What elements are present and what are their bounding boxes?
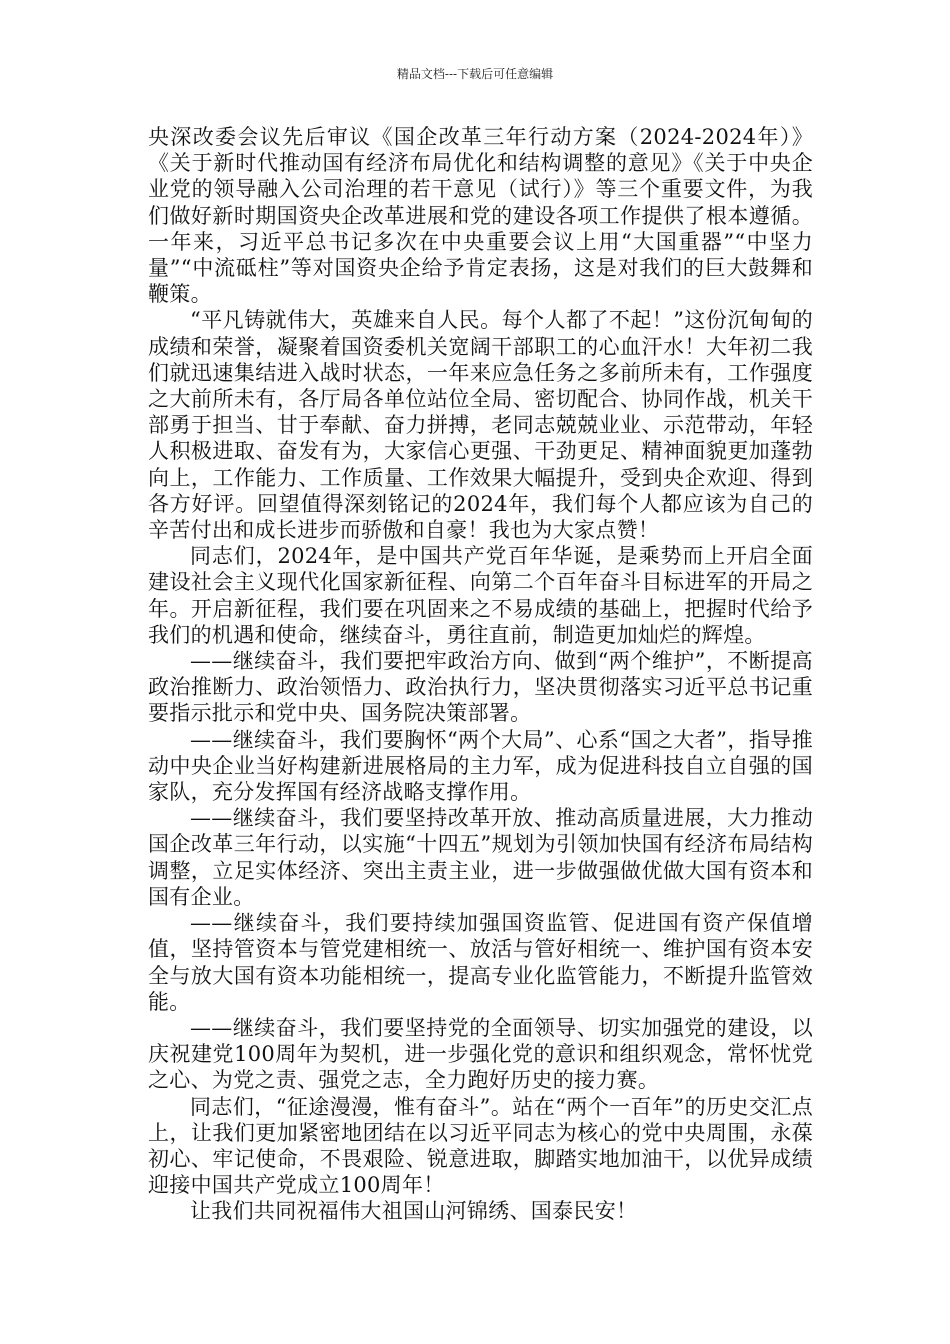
paragraph-10: 让我们共同祝福伟大祖国山河锦绣、国泰民安！	[190, 1199, 638, 1224]
document-body	[148, 124, 813, 1225]
paragraph-1: 央深改委会议先后审议《国企改革三年行动方案（2024-2024年）》《关于新时代推动国有经济布局优化和结构调整的意见》《关于中央企业党的领导融入公司治理的若干意见（试行）》等三个重要文件，为我们做好新时期国资央企改革进展和党的建设各项工作提供了根本遵循。一年来，习近平总书记多次在中央重要会议上用“大国重器”“中坚力量”“中流砥柱”等对国资央企给予肯定表扬，这是对我们的巨大鼓舞和鞭策。	[148, 125, 813, 307]
paragraph-2: “平凡铸就伟大，英雄来自人民。每个人都了不起！”这份沉甸甸的成绩和荣誉，凝聚着国资委机关宽阔干部职工的心血汗水！大年初二我们就迅速集结进入战时状态，一年来应急任务之多前所未有，工作强度之大前所未有，各厅局各单位站位全局、密切配合、协同作战，机关干部勇于担当、甘于奉献、奋力拼搏，老同志兢兢业业、示范带动，年轻人积极进取、奋发有为，大家信心更强、干劲更足、精神面貌更加蓬勃向上，工作能力、工作质量、工作效果大幅提升，受到央企欢迎、得到各方好评。回望值得深刻铭记的2024年，我们每个人都应该为自己的辛苦付出和成长进步而骄傲和自豪！我也为大家点赞！	[148, 308, 813, 543]
paragraph-5: ——继续奋斗，我们要胸怀“两个大局”、心系“国之大者”，指导推动中央企业当好构建新进展格局的主力军，成为促进科技自立自强的国家队，充分发挥国有经济战略支撑作用。	[148, 727, 813, 805]
paragraph-7: ——继续奋斗，我们要持续加强国资监管、促进国有资产保值增值，坚持管资本与管党建相统一、放活与管好相统一、维护国有资本安全与放大国有资本功能相统一，提高专业化监管能力，不断提升监管效能。	[148, 911, 813, 1014]
paragraph-9: 同志们，“征途漫漫，惟有奋斗”。站在“两个一百年”的历史交汇点上，让我们更加紧密地团结在以习近平同志为核心的党中央周围，永葆初心、牢记使命，不畏艰险、锐意进取，脚踏实地加油干，以优异成绩迎接中国共产党成立100周年！	[148, 1094, 813, 1198]
paragraph-6: ——继续奋斗，我们要坚持改革开放、推动高质量进展，大力推动国企改革三年行动，以实施“十四五”规划为引领加快国有经济布局结构调整，立足实体经济、突出主责主业，进一步做强做优做大国有资本和国有企业。	[148, 806, 813, 909]
paragraph-4: ——继续奋斗，我们要把牢政治方向、做到“两个维护”，不断提高政治推断力、政治领悟力、政治执行力，坚决贯彻落实习近平总书记重要指示批示和党中央、国务院决策部署。	[148, 649, 813, 726]
page-header: 精品文档---下载后可任意编辑	[396, 67, 554, 81]
paragraph-8: ——继续奋斗，我们要坚持党的全面领导、切实加强党的建设，以庆祝建党100周年为契机，进一步强化党的意识和组织观念，常怀忧党之心、为党之责、强党之志，全力跑好历史的接力赛。	[148, 1015, 813, 1093]
paragraph-3: 同志们，2024年，是中国共产党百年华诞，是乘势而上开启全面建设社会主义现代化国家新征程、向第二个百年奋斗目标进军的开局之年。开启新征程，我们要在巩固来之不易成绩的基础上，把握时代给予我们的机遇和使命，继续奋斗，勇往直前，制造更加灿烂的辉煌。	[148, 544, 813, 647]
